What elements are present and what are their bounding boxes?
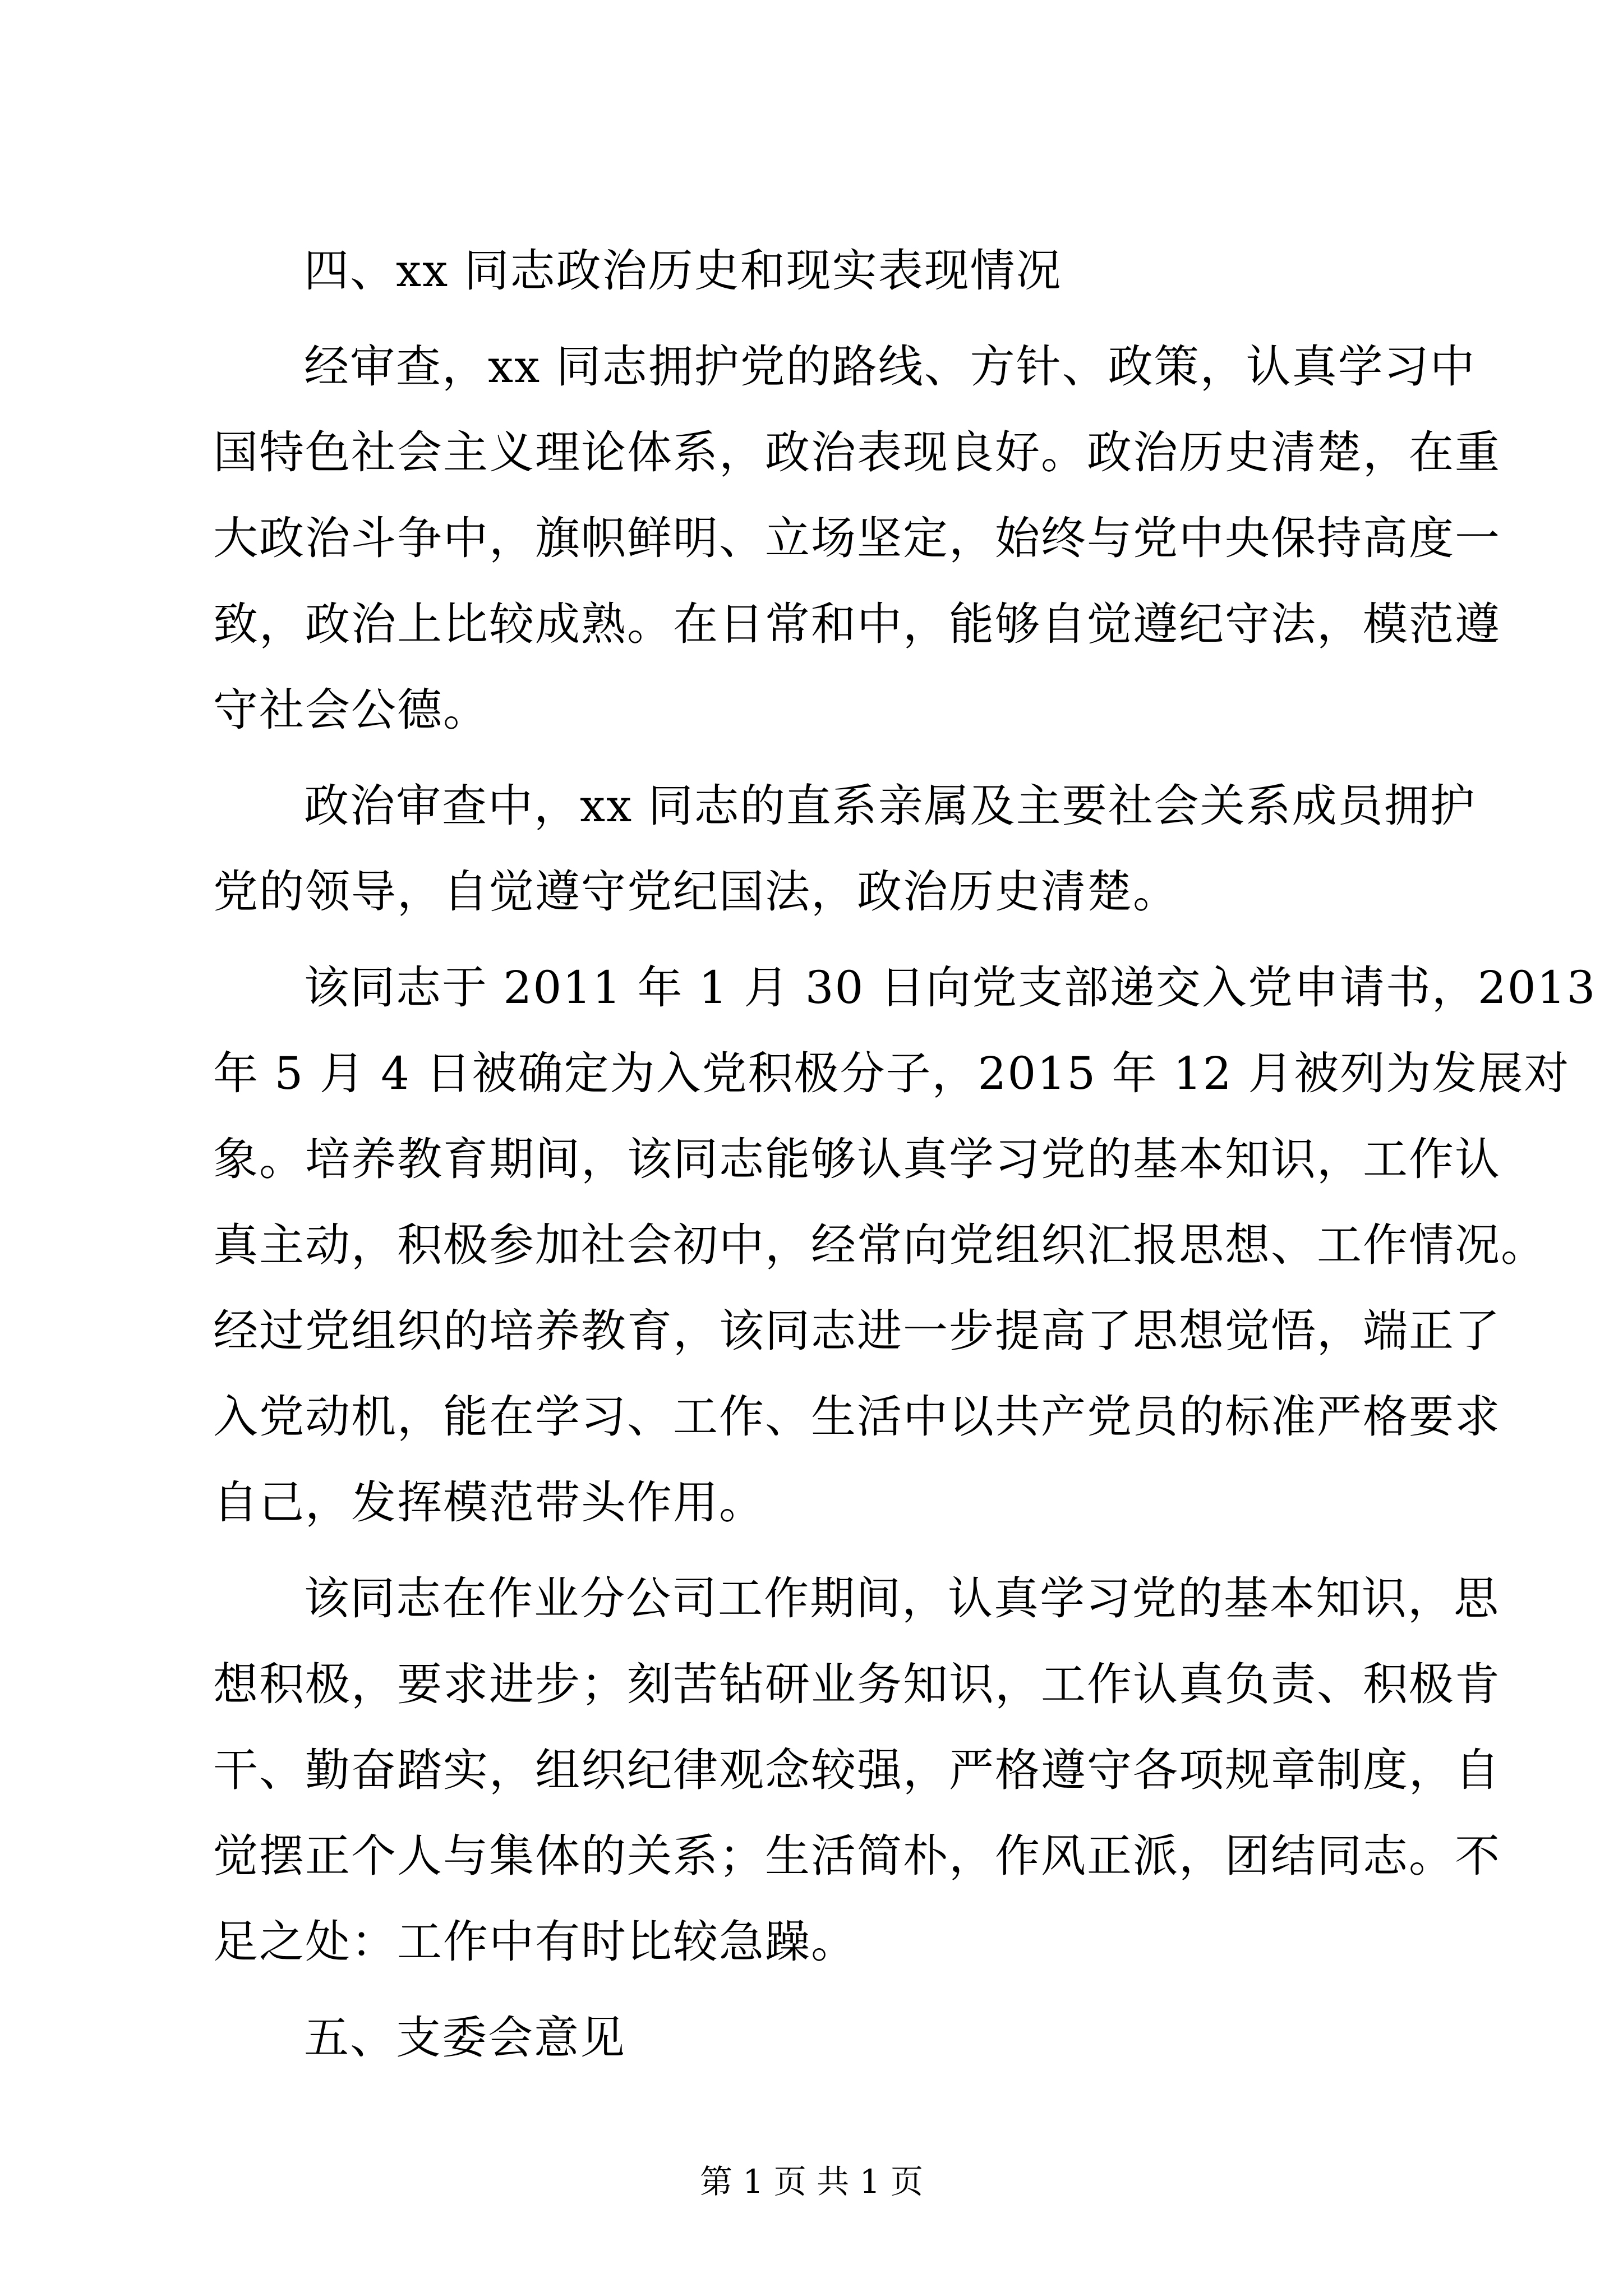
paragraph-1-line-4: 致，政治上比较成熟。在日常和中，能够自觉遵纪守法，模范遵 <box>213 598 1501 650</box>
page-footer: 第 1 页 共 1 页 <box>700 2162 923 2201</box>
paragraph-1-line-2: 国特色社会主义理论体系，政治表现良好。政治历史清楚，在重 <box>213 426 1501 478</box>
paragraph-3-line-6: 入党动机，能在学习、工作、生活中以共产党员的标准严格要求 <box>213 1391 1501 1443</box>
paragraph-3-line-4: 真主动，积极参加社会初中，经常向党组织汇报思想、工作情况。 <box>213 1219 1547 1271</box>
paragraph-4-line-3: 干、勤奋踏实，组织纪律观念较强，严格遵守各项规章制度，自 <box>213 1744 1501 1796</box>
paragraph-3-line-5: 经过党组织的培养教育，该同志进一步提高了思想觉悟，端正了 <box>213 1305 1501 1357</box>
paragraph-2-line-1: 政治审查中，xx 同志的直系亲属及主要社会关系成员拥护 <box>304 780 1476 832</box>
paragraph-1-line-1: 经审查，xx 同志拥护党的路线、方针、政策，认真学习中 <box>304 341 1476 393</box>
paragraph-1-line-3: 大政治斗争中，旗帜鲜明、立场坚定，始终与党中央保持高度一 <box>213 512 1501 564</box>
paragraph-4-line-5: 足之处：工作中有时比较急躁。 <box>213 1916 857 1968</box>
paragraph-3-line-3: 象。培养教育期间，该同志能够认真学习党的基本知识，工作认 <box>213 1133 1501 1185</box>
section-heading-4: 四、xx 同志政治历史和现实表现情况 <box>304 245 1062 297</box>
paragraph-3-line-2: 年 5 月 4 日被确定为入党积极分子，2015 年 12 月被列为发展对 <box>213 1047 1570 1099</box>
paragraph-2-line-2: 党的领导，自觉遵守党纪国法，政治历史清楚。 <box>213 866 1179 918</box>
paragraph-3-line-7: 自己，发挥模范带头作用。 <box>213 1476 765 1529</box>
paragraph-4-line-1: 该同志在作业分公司工作期间，认真学习党的基本知识，思 <box>304 1572 1500 1625</box>
paragraph-4-line-2: 想积极，要求进步；刻苦钻研业务知识，工作认真负责、积极肯 <box>213 1658 1501 1710</box>
section-heading-5: 五、支委会意见 <box>304 2012 626 2064</box>
paragraph-1-line-5: 守社会公德。 <box>213 684 489 736</box>
paragraph-4-line-4: 觉摆正个人与集体的关系；生活简朴，作风正派，团结同志。不 <box>213 1830 1501 1882</box>
paragraph-3-line-1: 该同志于 2011 年 1 月 30 日向党支部递交入党申请书，2013 <box>304 961 1597 1014</box>
